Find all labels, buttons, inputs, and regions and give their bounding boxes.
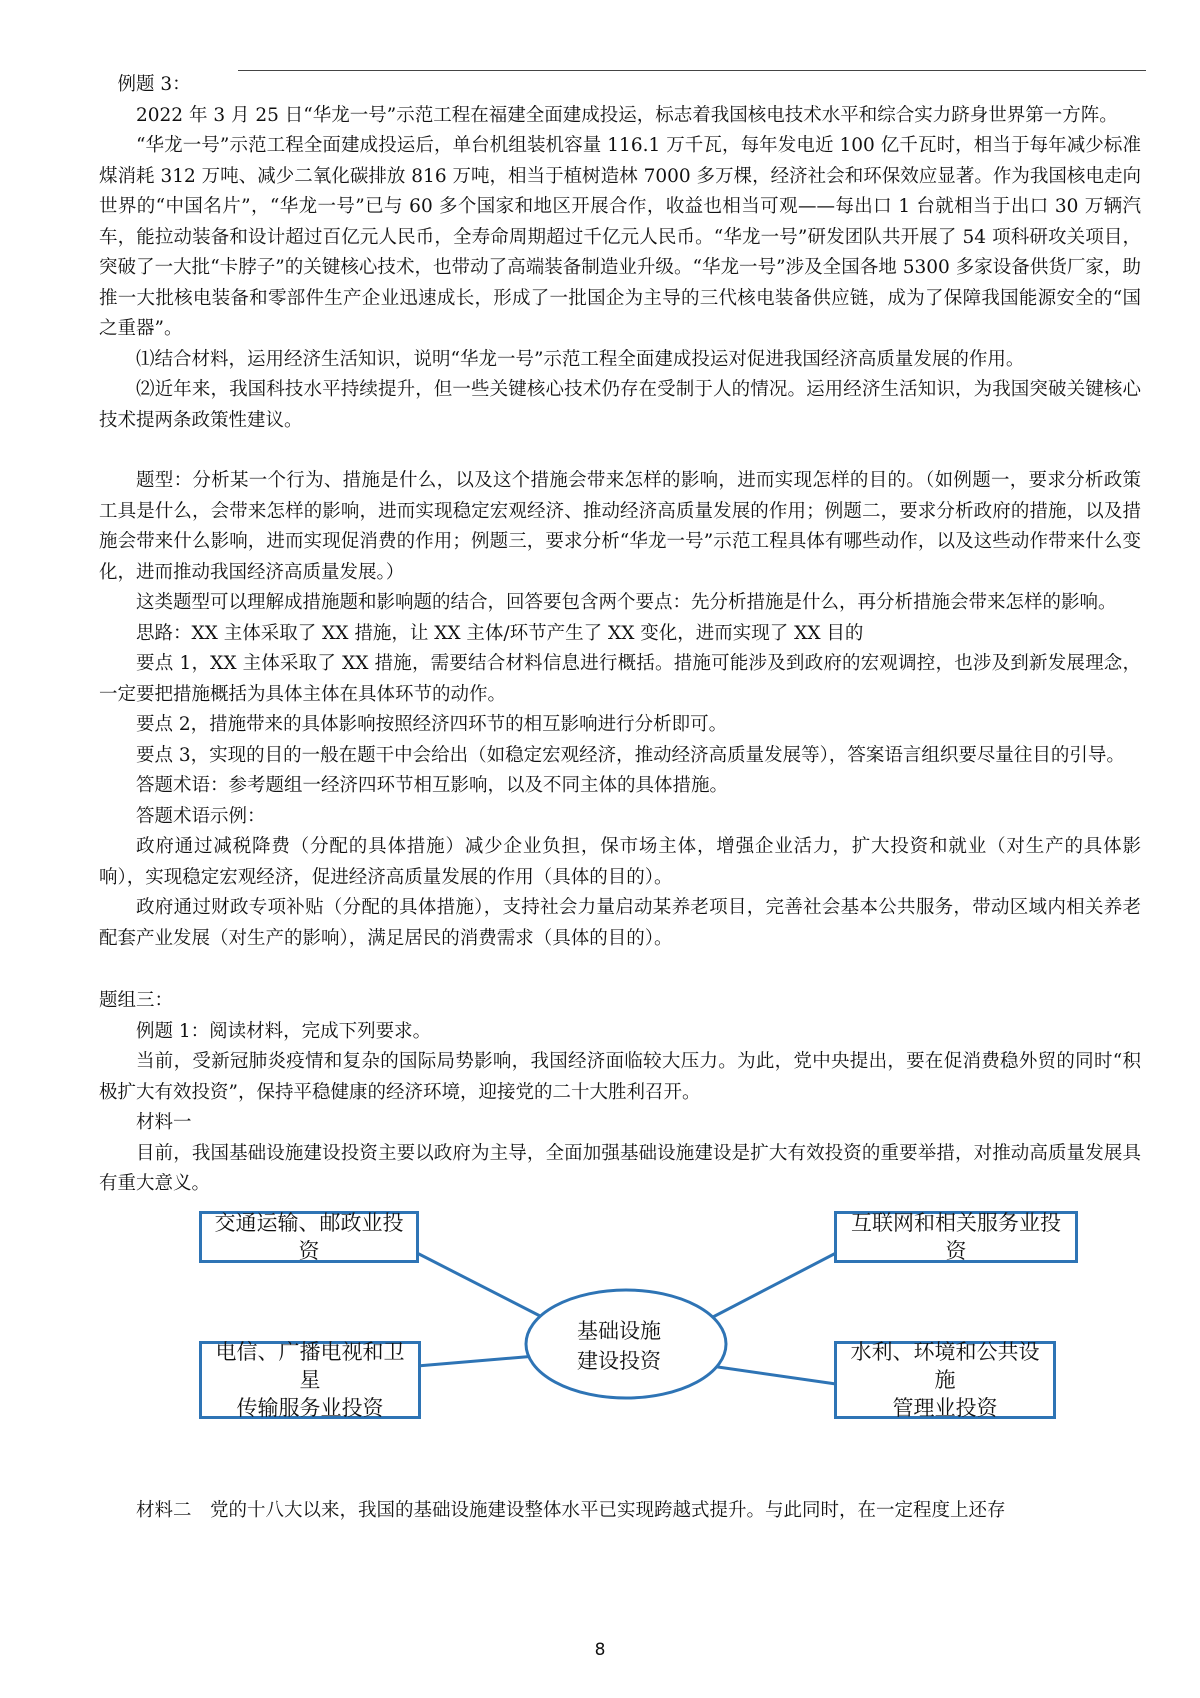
example3-question-2: ⑵近年来，我国科技水平持续提升，但一些关键核心技术仍存在受制于人的情况。运用经济生活知识，为我国突破关键核心技术提两条政策性建议。 <box>99 379 1141 431</box>
node-transport-postal <box>199 1211 419 1263</box>
node-telecom-line-1: 电信、广播电视和卫星 <box>215 1339 405 1392</box>
node-transport-postal-label: 交通运输、邮政业投资 <box>214 1210 404 1263</box>
center-line-1: 基础设施 <box>577 1318 661 1343</box>
group3-example1-title: 例题 1：阅读材料，完成下列要求。 <box>136 1020 432 1042</box>
infrastructure-investment-diagram <box>99 1206 1141 1496</box>
analysis-example-2: 政府通过财政专项补贴（分配的具体措施），支持社会力量启动某养老项目，完善社会基本公共服务，带动区域内相关养老配套产业发展（对生产的影响），满足居民的消费需求（具体的目的）。 <box>99 897 1141 949</box>
analysis-example-1: 政府通过减税降费（分配的具体措施）减少企业负担，保市场主体，增强企业活力，扩大投资和就业（对生产的具体影响），实现稳定宏观经济，促进经济高质量发展的作用（具体的目的）。 <box>99 836 1141 888</box>
page-number: 8 <box>594 1640 606 1660</box>
analysis-terms-example-title: 答题术语示例： <box>136 805 266 827</box>
material1-text: 目前，我国基础设施建设投资主要以政府为主导，全面加强基础设施建设是扩大有效投资的重要举措，对推动高质量发展具有重大意义。 <box>99 1142 1141 1194</box>
material1-label: 材料一 <box>136 1112 192 1133</box>
node-water-line-2: 管理业投资 <box>892 1395 998 1420</box>
center-node-label <box>499 1296 739 1396</box>
example3-question-1: ⑴结合材料，运用经济生活知识，说明“华龙一号”示范工程全面建成投运对促进我国经济高质量发展的作用。 <box>136 348 1025 370</box>
document-body <box>99 70 1141 1526</box>
example3-title: 例题 3： <box>117 74 191 95</box>
node-water-line-1: 水利、环境和公共设施 <box>850 1339 1040 1392</box>
node-telecom-line-2: 传输服务业投资 <box>236 1395 384 1420</box>
example3-paragraph-2: “华龙一号”示范工程全面建成投运后，单台机组装机容量 116.1 万千瓦，每年发电近 100 亿千瓦时，相当于每年减少标准煤消耗 312 万吨、减少二氧化碳排放 816 万吨，相当于植树造林 7000 多万棵，经济社会和环保效应显著。作为我国核电走向世界的“中国名片”，“华龙一号”已与 60 多个国家和地区开展合作，收益也相当可观——每出口 1 台就相当于出口 30 万辆汽车，能拉动装备和设计超过百亿元人民币，全寿命周期超过千亿元人民币。“华龙一号”研发团队共开展了 54 项科研攻关项目，突破了一大批“卡脖子”的关键核心技术，也带动了高端装备制造业升级。“华龙一号”涉及全国各地 5300 多家设备供货厂家，助推一大批核电装备和零部件生产企业迅速成长，形成了一批国企为主导的三代核电装备供应链，成为了保障我国能源安全的“国之重器”。 <box>99 135 1141 339</box>
example3-paragraph-1: 2022 年 3 月 25 日“华龙一号”示范工程在福建全面建成投运，标志着我国核电技术水平和综合实力跻身世界第一方阵。 <box>136 104 1118 126</box>
group3-title: 题组三： <box>99 990 174 1011</box>
analysis-point-1: 要点 1，XX 主体采取了 XX 措施，需要结合材料信息进行概括。措施可能涉及到政府的宏观调控，也涉及到新发展理念，一定要把措施概括为具体主体在具体环节的动作。 <box>99 653 1141 705</box>
material2-text: 材料二 党的十八大以来，我国的基础设施建设整体水平已实现跨越式提升。与此同时，在一定程度上还存 <box>136 1499 1006 1521</box>
group3-intro: 当前，受新冠肺炎疫情和复杂的国际局势影响，我国经济面临较大压力。为此，党中央提出，要在促消费稳外贸的同时“积极扩大有效投资”，保持平稳健康的经济环境，迎接党的二十大胜利召开。 <box>99 1051 1141 1103</box>
node-water-environment <box>834 1341 1056 1419</box>
node-internet-services <box>834 1211 1078 1263</box>
analysis-terms: 答题术语：参考题组一经济四环节相互影响，以及不同主体的具体措施。 <box>136 775 729 796</box>
analysis-point-3: 要点 3，实现的目的一般在题干中会给出（如稳定宏观经济，推动经济高质量发展等），答案语言组织要尽量往目的引导。 <box>136 744 1125 766</box>
analysis-understanding: 这类题型可以理解成措施题和影响题的结合，回答要包含两个要点：先分析措施是什么，再分析措施会带来怎样的影响。 <box>136 592 1117 613</box>
node-internet-services-label: 互联网和相关服务业投资 <box>851 1210 1061 1263</box>
center-line-2: 建设投资 <box>577 1348 661 1373</box>
analysis-question-type: 题型：分析某一个行为、措施是什么，以及这个措施会带来怎样的影响，进而实现怎样的目的。（如例题一，要求分析政策工具是什么，会带来怎样的影响，进而实现稳定宏观经济、推动经济高质量发展的作用；例题二，要求分析政府的措施，以及措施会带来什么影响，进而实现促消费的作用；例题三，要求分析“华龙一号”示范工程具体有哪些动作，以及这些动作带来什么变化，进而推动我国经济高质量发展。） <box>99 470 1141 583</box>
analysis-point-2: 要点 2，措施带来的具体影响按照经济四环节的相互影响进行分析即可。 <box>136 714 728 735</box>
node-telecom-broadcast <box>199 1341 421 1419</box>
analysis-thinking: 思路：XX 主体采取了 XX 措施，让 XX 主体/环节产生了 XX 变化，进而实现了 XX 目的 <box>136 622 864 644</box>
